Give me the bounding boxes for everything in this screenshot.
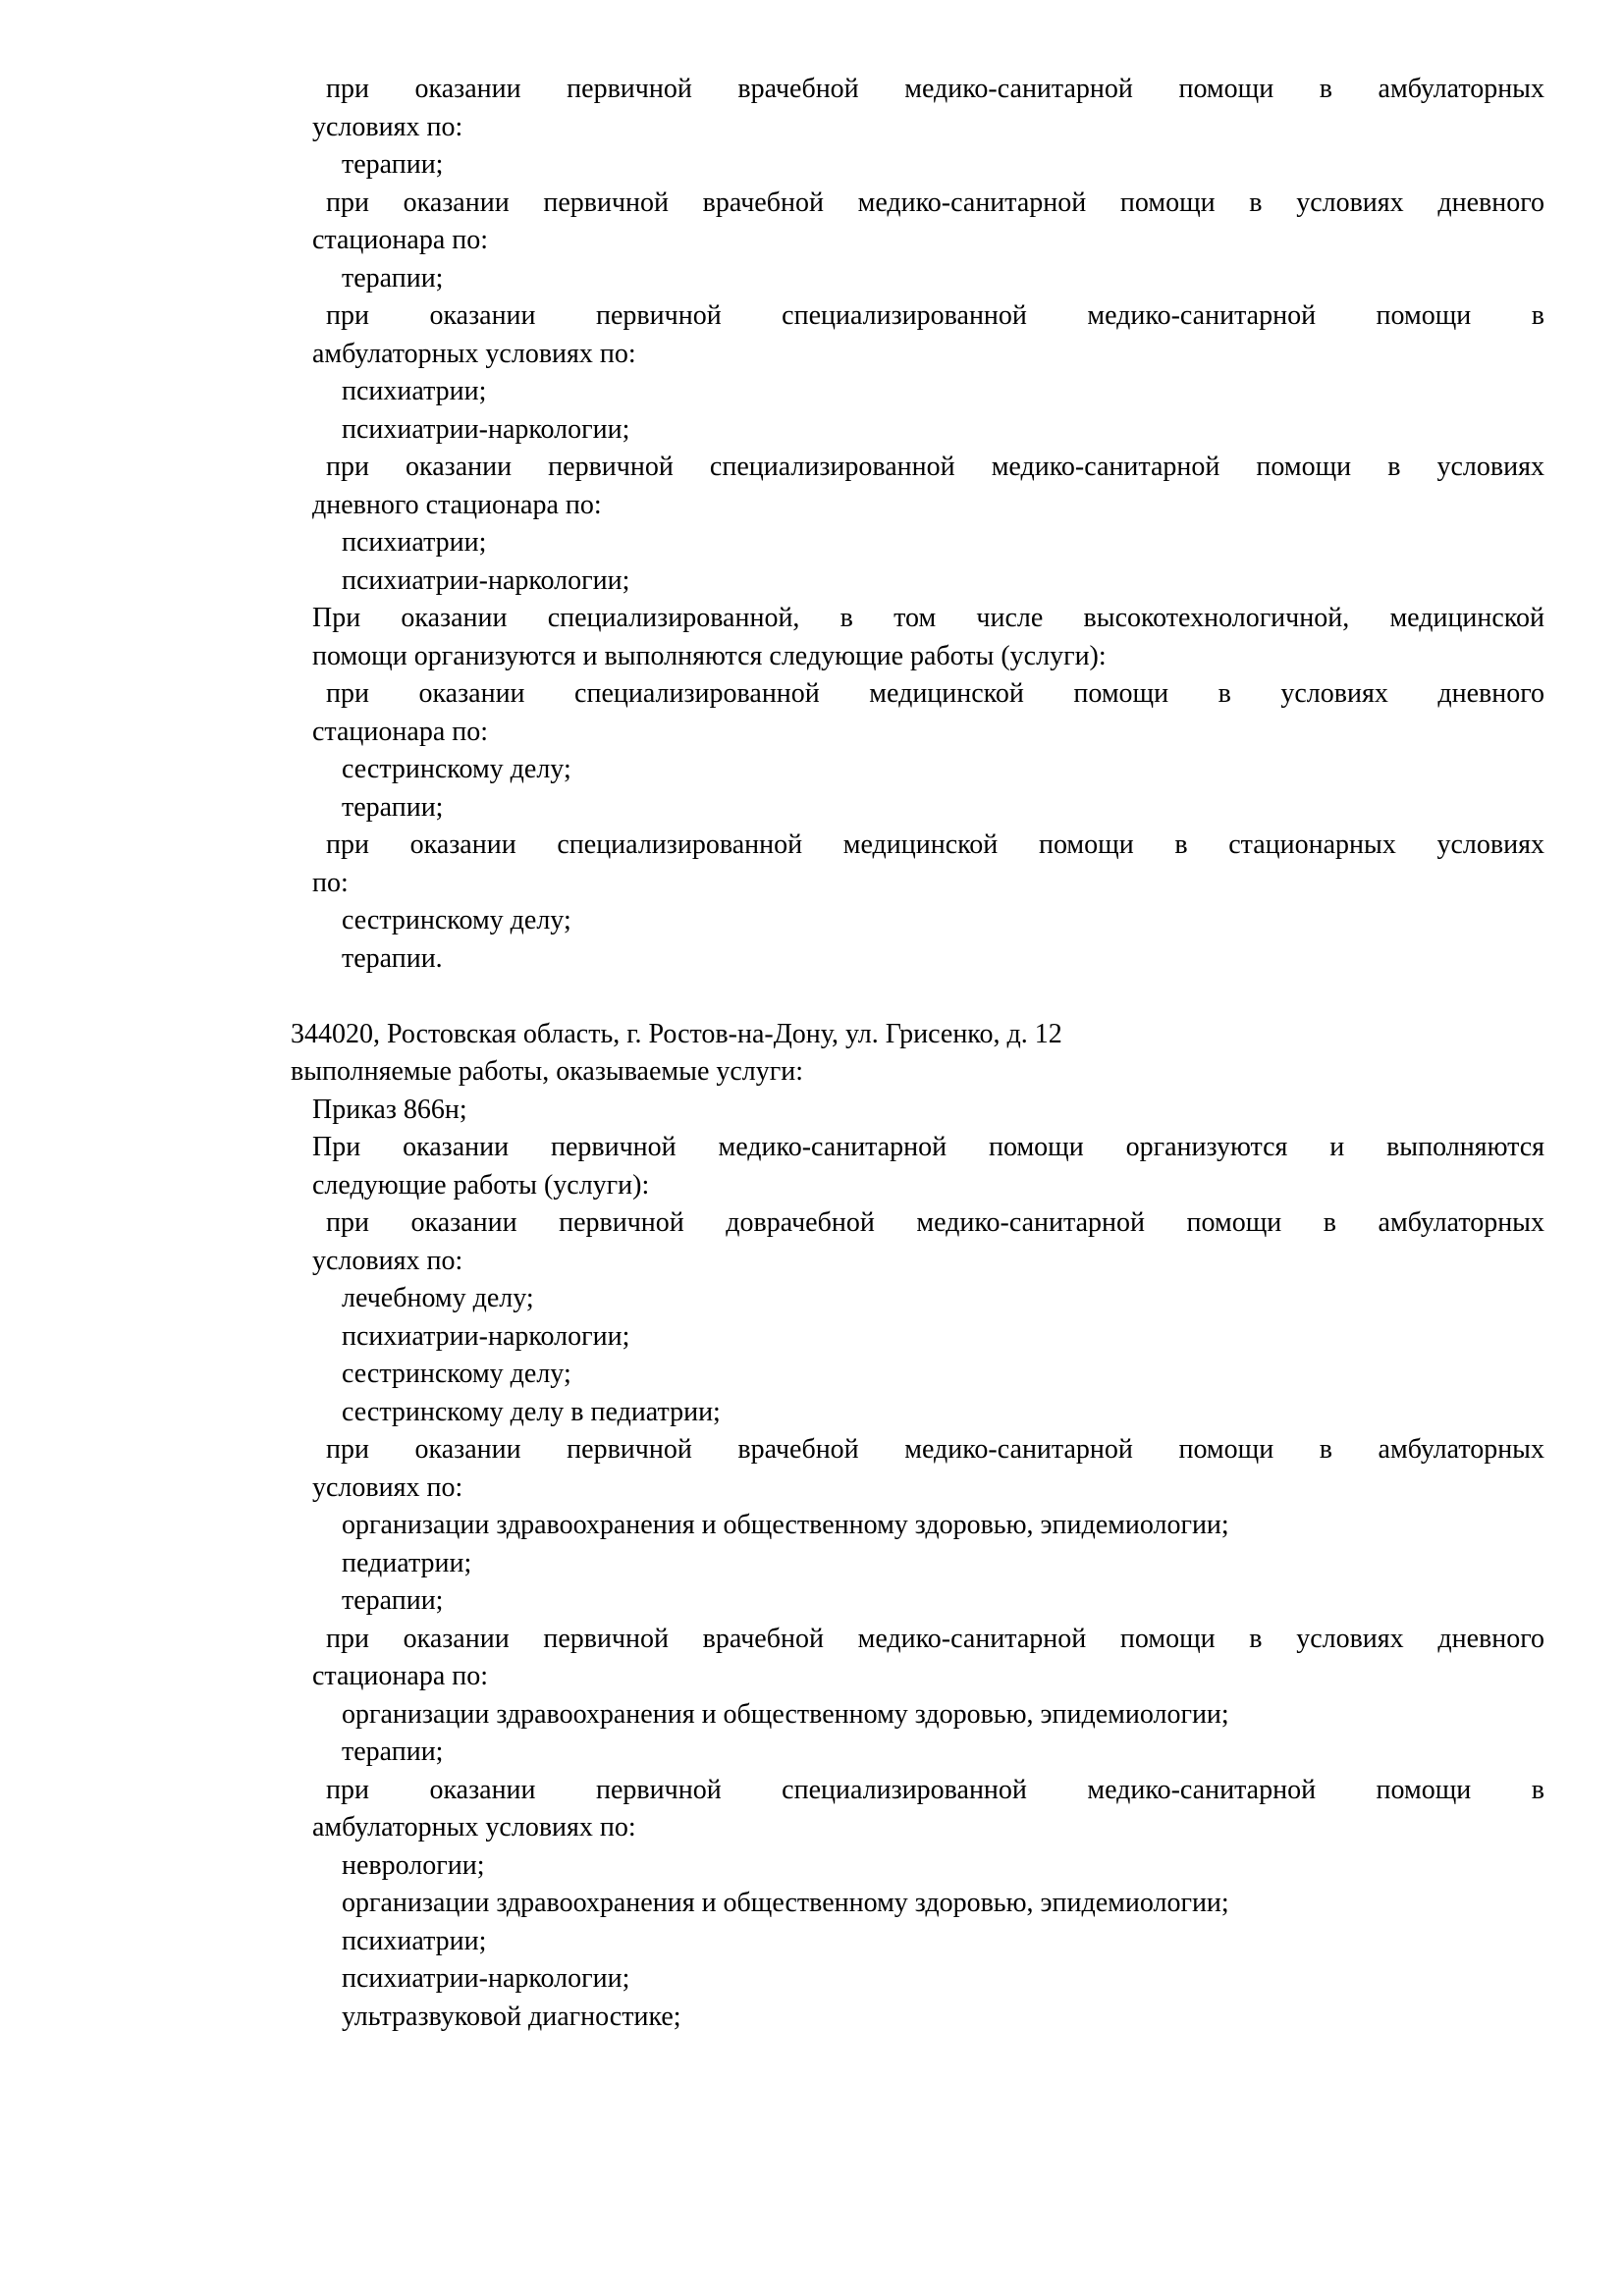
text-line: организации здравоохранения и общественному здоровью, эпидемиологии; [342,1510,1229,1540]
text-line: При оказании специализированной, в том числе высокотехнологичной, медицинской [312,603,1544,633]
text-line: при оказании специализированной медицинской помощи в условиях дневного [326,678,1544,709]
text-line: следующие работы (услуги): [312,1169,650,1201]
text-line: педиатрии; [342,1547,472,1578]
text-line: дневного стационара по: [312,489,602,520]
text-line: терапии; [342,149,444,180]
text-line: Приказ 866н; [312,1094,467,1125]
text-line: при оказании первичной специализированной медико-санитарной помощи в условиях [326,452,1544,482]
text-line: по: [312,867,349,898]
text-line: при оказании первичной врачебной медико-санитарной помощи в условиях дневного [326,1623,1544,1654]
text-line: лечебному делу; [342,1283,534,1313]
text-line: терапии; [342,1585,444,1616]
text-line: стационара по: [312,225,489,255]
text-line: при оказании специализированной медицинской помощи в стационарных условиях [326,829,1544,860]
text-line: неврологии; [342,1849,485,1881]
text-line: при оказании первичной врачебной медико-санитарной помощи в амбулаторных [326,74,1544,104]
text-line: психиатрии-наркологии; [342,1320,630,1352]
text-line: выполняемые работы, оказываемые услуги: [291,1056,804,1087]
text-line: психиатрии-наркологии; [342,1963,630,1994]
blank-line [291,978,1544,1016]
text-line: при оказании первичной специализированной медико-санитарной помощи в [326,300,1544,331]
text-line: при оказании первичной врачебной медико-санитарной помощи в амбулаторных [326,1434,1544,1465]
text-line: сестринскому делу; [342,754,571,784]
text-line: организации здравоохранения и общественному здоровью, эпидемиологии; [342,1888,1229,1918]
text-line: при оказании первичной врачебной медико-санитарной помощи в условиях дневного [326,187,1544,218]
text-line: психиатрии; [342,1925,487,1956]
text-line: психиатрии-наркологии; [342,413,630,445]
text-line: 344020, Ростовская область, г. Ростов-на-Дону, ул. Грисенко, д. 12 [291,1018,1062,1049]
text-line: условиях по: [312,1245,463,1276]
license-text-block [291,71,1544,2036]
text-line: При оказании первичной медико-санитарной помощи организуются и выполняются [312,1132,1544,1162]
text-line: терапии; [342,262,444,294]
text-line: ультразвуковой диагностике; [342,2001,681,2032]
text-line: стационара по: [312,1661,489,1691]
text-line: психиатрии; [342,376,487,406]
text-line: при оказании первичной специализированной медико-санитарной помощи в [326,1774,1544,1805]
text-line: терапии; [342,791,444,823]
text-line: терапии. [342,942,443,974]
text-line: условиях по: [312,111,463,142]
text-line: сестринскому делу в педиатрии; [342,1396,721,1427]
text-line: стационара по: [312,716,489,747]
text-line: амбулаторных условиях по: [312,1812,636,1842]
text-line: амбулаторных условиях по: [312,338,636,369]
text-line: психиатрии; [342,527,487,558]
text-line: помощи организуются и выполняются следующие работы (услуги): [312,640,1107,671]
text-line: организации здравоохранения и общественному здоровью, эпидемиологии; [342,1698,1229,1730]
text-line: при оказании первичной доврачебной медико-санитарной помощи в амбулаторных [326,1207,1544,1238]
text-line: условиях по: [312,1471,463,1503]
text-line: сестринскому делу; [342,905,571,935]
text-line: психиатрии-наркологии; [342,564,630,596]
text-line: терапии; [342,1736,444,1767]
text-line: сестринскому делу; [342,1359,571,1389]
